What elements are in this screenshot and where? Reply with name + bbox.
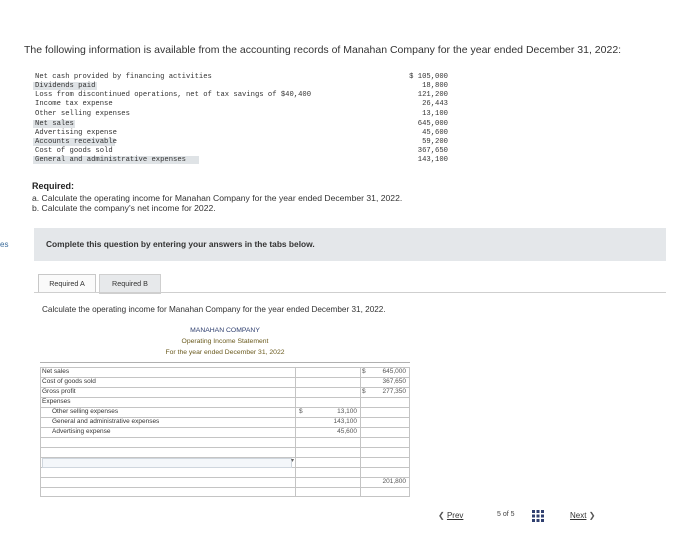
prev-label: Prev <box>446 511 464 520</box>
data-label: Advertising expense <box>35 129 117 137</box>
data-value: 13,100 <box>422 110 448 118</box>
required-title: Required: <box>32 181 75 191</box>
next-button[interactable] <box>570 511 595 520</box>
total-expenses-value[interactable]: 201,800 <box>382 478 406 485</box>
statement-period: For the year ended December 31, 2022 <box>165 349 285 356</box>
expense-1-value[interactable]: 13,100 <box>337 408 357 415</box>
data-value: $ 105,000 <box>409 73 448 81</box>
prev-button[interactable] <box>438 511 463 520</box>
expense-label-dropdown[interactable] <box>42 458 295 468</box>
expense-2-label[interactable]: General and administrative expenses <box>52 418 160 425</box>
tab-panel-divider <box>34 292 666 293</box>
data-value: 367,650 <box>417 147 448 155</box>
expense-3-value[interactable]: 45,600 <box>337 428 357 435</box>
grid-icon[interactable] <box>532 509 544 521</box>
edge-fragment: es <box>0 240 9 249</box>
dollar-sign: $ <box>362 388 366 395</box>
expense-2-value[interactable]: 143,100 <box>333 418 357 425</box>
data-value: 59,200 <box>422 138 448 146</box>
data-value: 26,443 <box>422 100 448 108</box>
required-a-text: a. Calculate the operating income for Manahan Company for the year ended December 31, 2022. <box>32 193 403 203</box>
data-value: 143,100 <box>417 156 448 164</box>
statement-header-rule <box>40 362 410 363</box>
page-indicator: 5 of 5 <box>497 511 515 518</box>
statement-company: MANAHAN COMPANY <box>190 327 260 334</box>
data-value: 18,800 <box>422 82 448 90</box>
expense-3-label[interactable]: Advertising expense <box>52 428 111 435</box>
data-label: Accounts receivable <box>35 138 117 146</box>
problem-intro: The following information is available from the accounting records of Manahan Company for the year ended December 31, 2022: <box>24 44 622 56</box>
net-sales-value[interactable]: 645,000 <box>382 368 406 375</box>
banner-text: Complete this question by entering your answers in the tabs below. <box>46 239 315 249</box>
required-b-text: b. Calculate the company's net income for 2022. <box>32 203 216 213</box>
chevron-left-icon: ❮ <box>438 511 445 520</box>
dollar-sign: $ <box>299 408 303 415</box>
net-sales-label[interactable]: Net sales <box>42 368 70 375</box>
chevron-right-icon: ❯ <box>588 511 596 520</box>
gross-profit-value[interactable]: 277,350 <box>382 388 406 395</box>
tab-required-b[interactable]: Required B <box>99 274 161 294</box>
data-value: 121,200 <box>417 91 448 99</box>
tab-required-a[interactable]: Required A <box>38 274 96 293</box>
next-label: Next <box>570 511 587 520</box>
expenses-label[interactable]: Expenses <box>42 398 71 405</box>
dollar-sign: $ <box>362 368 366 375</box>
data-label: Net sales <box>35 120 74 128</box>
gross-profit-label[interactable]: Gross profit <box>42 388 76 395</box>
data-value: 645,000 <box>417 120 448 128</box>
instructions-banner <box>34 228 666 261</box>
data-label: General and administrative expenses <box>35 156 186 164</box>
data-label: Net cash provided by financing activities <box>35 73 212 81</box>
cogs-label[interactable]: Cost of goods sold <box>42 378 96 385</box>
data-label: Dividends paid <box>35 82 96 90</box>
statement-title: Operating Income Statement <box>181 338 269 345</box>
cogs-value[interactable]: 367,650 <box>382 378 406 385</box>
tab-instruction: Calculate the operating income for Manahan Company for the year ended December 31, 2022. <box>42 305 386 314</box>
data-label: Loss from discontinued operations, net of tax savings of $40,400 <box>35 91 312 99</box>
data-label: Other selling expenses <box>35 110 130 118</box>
data-value: 45,600 <box>422 129 448 137</box>
statement-table <box>40 367 410 497</box>
expense-1-label[interactable]: Other selling expenses <box>52 408 119 415</box>
chevron-down-icon[interactable]: ▾ <box>291 458 295 464</box>
data-label: Cost of goods sold <box>35 147 113 155</box>
data-label: Income tax expense <box>35 100 113 108</box>
